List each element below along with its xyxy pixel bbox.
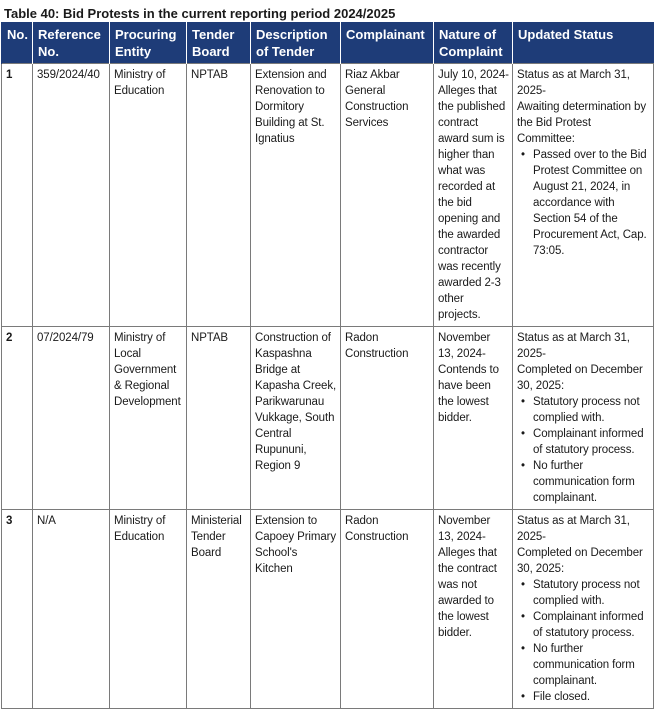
cell-status [513,327,654,510]
status-line: Awaiting determination by the Bid Protest Committee: [517,101,646,145]
status-line: Status as at March 31, 2025- [517,69,630,97]
status-bullet: • No further communication form complainant. [533,458,650,506]
cell-nature: July 10, 2024- Alleges that the published contract award sum is higher than what was recorded at the bid opening and the awarded contractor was recently awarded 2-3 other projects. [434,64,513,327]
header-no: No. [2,22,33,64]
status-bullet: • Passed over to the Bid Protest Committee on August 21, 2024, in accordance with Section 54 of the Procurement Act, Cap. 73:05. [533,147,650,259]
cell-complainant: Riaz Akbar General Construction Services [341,64,434,327]
cell-complainant: Radon Construction [341,510,434,709]
header-entity: Procuring Entity [110,22,187,64]
cell-board: NPTAB [187,64,251,327]
status-bullet-list [517,394,650,506]
cell-complainant: Radon Construction [341,327,434,510]
cell-description: Extension and Renovation to Dormitory Building at St. Ignatius [251,64,341,327]
cell-reference: N/A [33,510,110,709]
cell-no: 3 [2,510,33,709]
cell-reference: 07/2024/79 [33,327,110,510]
header-reference: Reference No. [33,22,110,64]
status-bullet-list [517,147,650,259]
status-line: Status as at March 31, 2025- [517,515,630,543]
header-board: Tender Board [187,22,251,64]
cell-no: 1 [2,64,33,327]
header-status: Updated Status [513,22,654,64]
cell-board: Ministerial Tender Board [187,510,251,709]
cell-no: 2 [2,327,33,510]
table-row [2,64,654,327]
header-description: Description of Tender [251,22,341,64]
status-line: Completed on December 30, 2025: [517,547,643,575]
header-nature: Nature of Complaint [434,22,513,64]
status-bullet: • Statutory process not complied with. [533,394,650,426]
status-line: Status as at March 31, 2025- [517,332,630,360]
cell-entity: Ministry of Education [110,510,187,709]
header-row [2,22,654,64]
cell-description: Construction of Kaspashna Bridge at Kapasha Creek, Parikwarunau Vukkage, South Central Rupununi, Region 9 [251,327,341,510]
status-bullet: • Complainant informed of statutory process. [533,609,650,641]
status-bullet: • Complainant informed of statutory process. [533,426,650,458]
table-row [2,327,654,510]
cell-description: Extension to Capoey Primary School's Kitchen [251,510,341,709]
cell-nature: November 13, 2024- Contends to have been the lowest bidder. [434,327,513,510]
status-bullet: • Statutory process not complied with. [533,577,650,609]
status-line: Completed on December 30, 2025: [517,364,643,392]
cell-board: NPTAB [187,327,251,510]
cell-status [513,510,654,709]
status-bullet: • No further communication form complainant. [533,641,650,689]
table-caption: Table 40: Bid Protests in the current reporting period 2024/2025 [4,6,396,21]
status-bullet: • File closed. [533,689,650,705]
header-complainant: Complainant [341,22,434,64]
table-row [2,510,654,709]
bid-protests-table [1,22,654,709]
cell-status [513,64,654,327]
cell-entity: Ministry of Education [110,64,187,327]
cell-nature: November 13, 2024- Alleges that the contract was not awarded to the lowest bidder. [434,510,513,709]
status-bullet-list [517,577,650,705]
cell-entity: Ministry of Local Government & Regional Development [110,327,187,510]
cell-reference: 359/2024/40 [33,64,110,327]
